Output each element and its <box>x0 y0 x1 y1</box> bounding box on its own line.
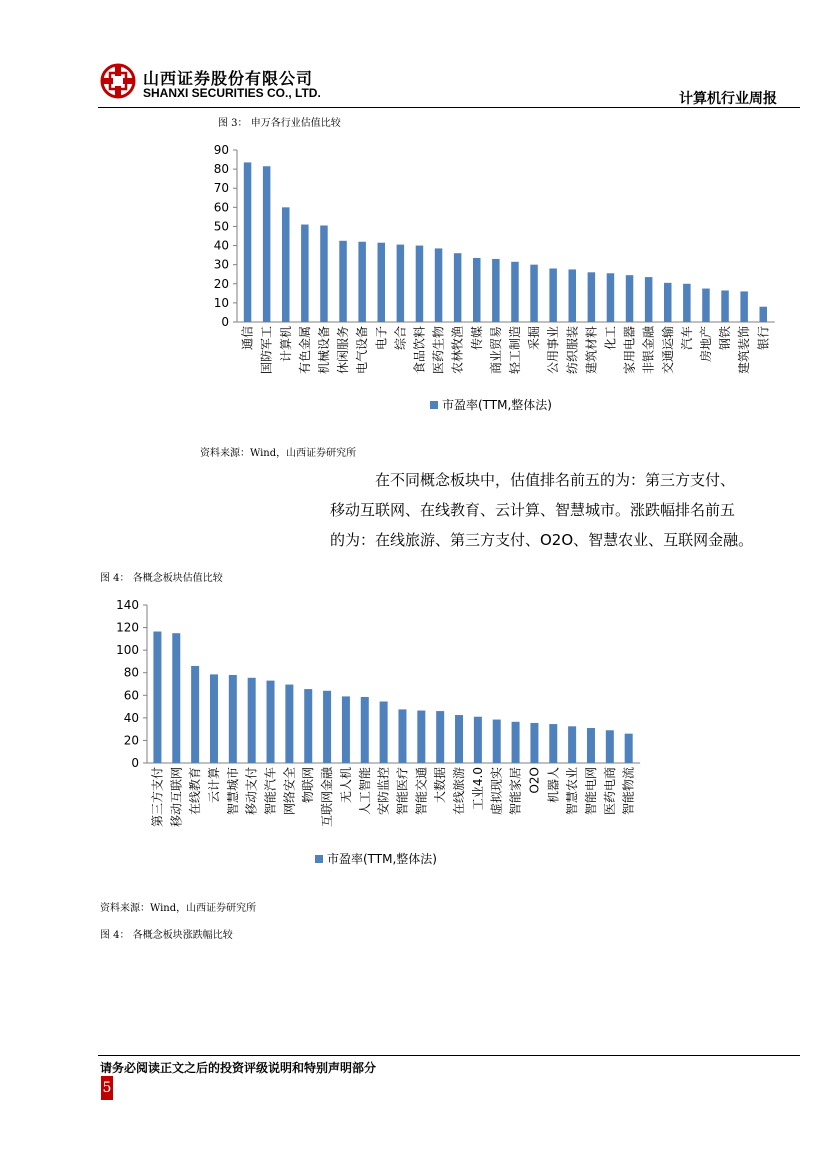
report-title: 计算机行业周报 <box>679 91 777 107</box>
industry-bar <box>301 225 309 322</box>
industry-bar <box>282 207 290 322</box>
industry-bar <box>530 265 538 322</box>
concept-bar <box>304 689 312 763</box>
industry-category-label: 商业贸易 <box>488 326 503 375</box>
figure4-source: 资料来源：Wind，山西证券研究所 <box>100 903 257 914</box>
company-name-cn: 山西证券股份有限公司 <box>143 69 314 88</box>
industry-category-label: 交通运输 <box>660 326 675 375</box>
concept-category-label: 智慧城市 <box>225 767 240 816</box>
concept-bar <box>512 722 520 763</box>
figure3-source: 资料来源：Wind，山西证券研究所 <box>200 448 357 459</box>
industry-bar <box>760 307 768 322</box>
industry-category-label: 通信 <box>240 326 255 351</box>
concept-bar <box>172 633 180 763</box>
legend-label: 市盈率(TTM,整体法) <box>442 398 552 412</box>
concept-bar <box>587 728 595 763</box>
industry-bar <box>435 248 443 322</box>
industry-category-label: 采掘 <box>527 326 542 351</box>
industry-category-label: 公用事业 <box>546 326 561 375</box>
concept-category-label: 在线旅游 <box>452 767 467 816</box>
concept-category-label: 智能电网 <box>583 767 598 816</box>
concept-category-label: 网络安全 <box>282 767 297 816</box>
industry-category-label: 计算机 <box>278 326 293 363</box>
y-tick-label: 30 <box>213 257 229 272</box>
industry-category-label: 银行 <box>756 326 771 351</box>
concept-bar <box>229 675 237 763</box>
page-number: 5 <box>101 1076 113 1100</box>
industry-bar <box>569 269 577 322</box>
y-tick-label: 60 <box>123 688 139 703</box>
y-tick-label: 100 <box>116 643 139 658</box>
concept-bar <box>606 730 614 763</box>
concept-bar <box>398 709 406 763</box>
industry-category-label: 休闲服务 <box>336 326 351 375</box>
industry-bar <box>378 243 386 322</box>
y-tick-label: 80 <box>213 162 229 177</box>
concept-bar <box>455 715 463 763</box>
concept-category-label: 虚拟现实 <box>489 767 504 816</box>
concept-category-label: 智慧农业 <box>565 767 580 816</box>
y-tick-label: 0 <box>131 756 139 770</box>
industry-bar <box>511 262 519 322</box>
industry-category-label: 机械设备 <box>316 326 331 375</box>
concept-category-label: 物联网 <box>301 767 316 804</box>
figure5-caption: 图 4： 各概念板块涨跌幅比较 <box>100 930 233 941</box>
industry-category-label: 建筑材料 <box>584 326 599 375</box>
y-tick-label: 120 <box>116 620 139 635</box>
industry-bar <box>683 284 691 322</box>
industry-bar <box>492 259 500 322</box>
concept-category-label: 互联网金融 <box>320 767 335 828</box>
industry-bar <box>397 245 405 322</box>
figure4-caption: 图 4： 各概念板块估值比较 <box>100 573 223 584</box>
concept-bar <box>191 666 199 763</box>
industry-bar <box>339 241 347 322</box>
industry-bar <box>416 246 424 322</box>
industry-bar <box>549 268 557 322</box>
industry-bar <box>358 242 366 322</box>
concept-bar <box>361 697 369 763</box>
concept-category-label: 大数据 <box>433 767 448 804</box>
legend-label: 市盈率(TTM,整体法) <box>327 852 437 866</box>
industry-bar <box>588 272 596 322</box>
y-tick-label: 70 <box>213 181 229 196</box>
concept-bar <box>530 723 538 763</box>
y-tick-label: 40 <box>123 710 139 725</box>
concept-bar <box>285 685 293 763</box>
industry-category-label: 有色金属 <box>297 326 312 375</box>
header-divider <box>98 107 800 108</box>
industry-bar <box>320 225 328 322</box>
industry-bar <box>626 275 634 322</box>
industry-category-label: 家用电器 <box>622 326 637 375</box>
y-tick-label: 20 <box>123 733 139 748</box>
industry-bar <box>454 253 462 322</box>
industry-category-label: 综合 <box>393 326 408 351</box>
concept-bar <box>210 674 218 763</box>
concept-category-label: O2O <box>527 767 542 794</box>
concept-category-label: 在线教育 <box>188 767 203 816</box>
footer-divider <box>98 1055 800 1056</box>
concept-bar <box>568 726 576 763</box>
concept-category-label: 智能物流 <box>621 767 636 816</box>
industry-bar <box>740 291 748 322</box>
concept-bar <box>380 701 388 763</box>
concept-category-label: 无人机 <box>338 767 353 804</box>
concept-bar <box>323 691 331 763</box>
concept-category-label: 智能医疗 <box>395 767 410 816</box>
y-tick-label: 140 <box>116 598 139 612</box>
industry-category-label: 化工 <box>603 326 618 351</box>
industry-category-label: 钢铁 <box>718 326 733 351</box>
concept-category-label: 智能家居 <box>508 767 523 816</box>
concept-bar <box>625 734 633 763</box>
footer-disclaimer: 请务必阅读正文之后的投资评级说明和特别声明部分 <box>100 1061 377 1075</box>
y-tick-label: 0 <box>221 315 229 329</box>
industry-bar <box>607 273 615 322</box>
industry-category-label: 食品饮料 <box>412 326 427 375</box>
industry-category-label: 建筑装饰 <box>737 326 752 375</box>
industry-bar <box>645 277 653 322</box>
industry-bar <box>244 162 252 322</box>
company-logo-icon <box>100 63 136 99</box>
concept-category-label: 第三方支付 <box>150 767 165 828</box>
body-paragraph <box>330 465 780 555</box>
concept-category-label: 医药电商 <box>602 767 617 816</box>
industry-bar <box>473 258 481 322</box>
concept-category-label: 智能汽车 <box>263 767 278 816</box>
concept-category-label: 云计算 <box>206 767 221 804</box>
y-tick-label: 20 <box>213 276 229 291</box>
industry-category-label: 农林牧渔 <box>450 326 465 375</box>
concept-bar <box>248 678 256 763</box>
concept-bar <box>417 711 425 763</box>
y-tick-label: 50 <box>213 219 229 234</box>
industry-category-label: 医药生物 <box>431 326 446 375</box>
concept-bar <box>493 720 501 763</box>
y-tick-label: 90 <box>213 143 229 157</box>
legend-swatch <box>430 401 438 409</box>
industry-category-label: 非银金融 <box>641 326 656 375</box>
industry-bar <box>721 290 729 322</box>
body-line-1: 在不同概念板块中，估值排名前五的为：第三方支付、 <box>375 471 736 489</box>
concept-bar <box>342 696 350 763</box>
concept-category-label: 安防监控 <box>376 767 391 816</box>
body-line-3: 的为：在线旅游、第三方支付、O2O、智慧农业、互联网金融。 <box>330 531 754 549</box>
industry-bar <box>263 166 271 322</box>
concept-category-label: 移动互联网 <box>169 767 184 828</box>
concept-bar <box>267 681 275 763</box>
y-tick-label: 40 <box>213 238 229 253</box>
body-line-2: 移动互联网、在线教育、云计算、智慧城市。涨跌幅排名前五 <box>330 501 736 519</box>
concept-category-label: 机器人 <box>546 767 561 804</box>
concept-category-label: 移动支付 <box>244 767 259 816</box>
concept-category-label: 智能交通 <box>414 767 429 816</box>
y-tick-label: 10 <box>213 295 229 310</box>
industry-bar <box>702 289 710 322</box>
industry-category-label: 汽车 <box>679 326 694 351</box>
industry-category-label: 轻工制造 <box>507 326 522 375</box>
industry-category-label: 国防军工 <box>259 326 274 375</box>
industry-category-label: 房地产 <box>698 326 713 363</box>
concept-valuation-chart <box>100 595 660 880</box>
concept-bar <box>436 711 444 763</box>
company-name-en: SHANXI SECURITIES CO., LTD. <box>143 86 321 100</box>
y-tick-label: 60 <box>213 200 229 215</box>
industry-category-label: 电子 <box>374 326 389 351</box>
concept-category-label: 工业4.0 <box>470 767 485 811</box>
industry-category-label: 传媒 <box>469 326 484 351</box>
concept-bar <box>153 632 161 763</box>
industry-bar <box>664 283 672 322</box>
figure3-caption: 图 3： 申万各行业估值比较 <box>218 118 341 129</box>
concept-bar <box>474 717 482 763</box>
concept-category-label: 人工智能 <box>357 767 372 816</box>
y-tick-label: 80 <box>123 665 139 680</box>
industry-category-label: 电气设备 <box>355 326 370 375</box>
legend-swatch <box>315 855 323 863</box>
concept-bar <box>549 724 557 763</box>
industry-valuation-chart <box>195 140 795 440</box>
industry-category-label: 纺织服装 <box>565 326 580 375</box>
